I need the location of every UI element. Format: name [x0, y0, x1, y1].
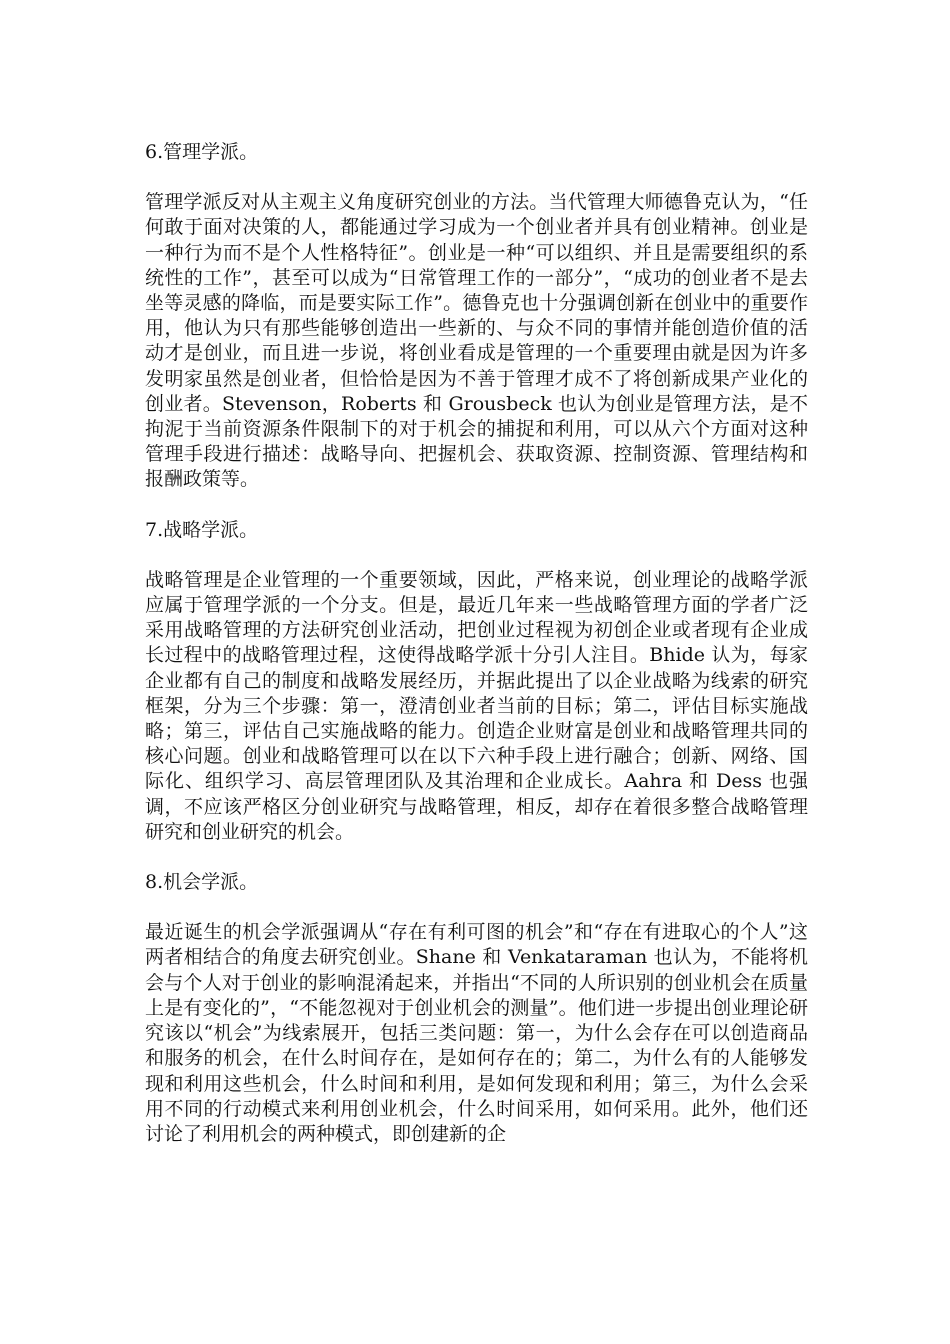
- section-heading-management-school: 6.管理学派。: [145, 141, 259, 163]
- section-body-strategy-school: 战略管理是企业管理的一个重要领域，因此，严格来说，创业理论的战略学派应属于管理学派的一个分支。但是，最近几年来一些战略管理方面的学者广泛采用战略管理的方法研究创业活动，把创业过程视为初创企业或者现有企业成长过程中的战略管理过程，这使得战略学派十分引人注目。Bhide 认为，每家企业都有自己的制度和战略发展经历，并据此提出了以企业战略为线索的研究框架，分为三个步骤：第一，澄清创业者当前的目标；第二，评估目标实施战略；第三，评估自己实施战略的能力。创造企业财富是创业和战略管理共同的核心问题。创业和战略管理可以在以下六种手段上进行融合；创新、网络、国际化、组织学习、高层管理团队及其治理和企业成长。Aahra 和 Dess 也强调，不应该严格区分创业研究与战略管理，相反，却存在着很多整合战略管理研究和创业研究的机会。: [145, 568, 808, 843]
- section-heading-strategy-school: 7.战略学派。: [145, 518, 259, 541]
- section-body-management-school: 管理学派反对从主观主义角度研究创业的方法。当代管理大师德鲁克认为，“任何敢于面对决策的人，都能通过学习成为一个创业者并具有创业精神。创业是一种行为而不是个人性格特征”。创业是一种“可以组织、并且是需要组织的系统性的工作”，甚至可以成为“日常管理工作的一部分”，“成功的创业者不是去坐等灵感的降临，而是要实际工作”。德鲁克也十分强调创新在创业中的重要作用，他认为只有那些能够创造出一些新的、与众不同的事情并能创造价值的活动才是创业，而且进一步说，将创业看成是管理的一个重要理由就是因为许多发明家虽然是创业者，但恰恰是因为不善于管理才成不了将创新成果产业化的创业者。Stevenson，Roberts 和 Grousbeck 也认为创业是管理方法，是不拘泥于当前资源条件限制下的对于机会的捕捉和利用，可以从六个方面对这种管理手段进行描述：战略导向、把握机会、获取资源、控制资源、管理结构和报酬政策等。: [145, 191, 808, 491]
- document-page: [145, 140, 808, 1147]
- section-heading-opportunity-school: 8.机会学派。: [145, 871, 259, 894]
- section-body-opportunity-school: 最近诞生的机会学派强调从“存在有利可图的机会”和“存在有进取心的个人”这两者相结合的角度去研究创业。Shane 和 Venkataraman 也认为，不能将机会与个人对于创业的影响混淆起来，并指出“不同的人所识别的创业机会在质量上是有变化的”，“不能忽视对于创业机会的测量”。他们进一步提出创业理论研究该以“机会”为线索展开，包括三类问题：第一，为什么会存在可以创造商品和服务的机会，在什么时间存在，是如何存在的；第二，为什么有的人能够发现和利用这些机会，什么时间和利用，是如何发现和利用；第三，为什么会采用不同的行动模式来利用创业机会，什么时间采用，如何采用。此外，他们还讨论了利用机会的两种模式，即创建新的企: [145, 921, 808, 1145]
